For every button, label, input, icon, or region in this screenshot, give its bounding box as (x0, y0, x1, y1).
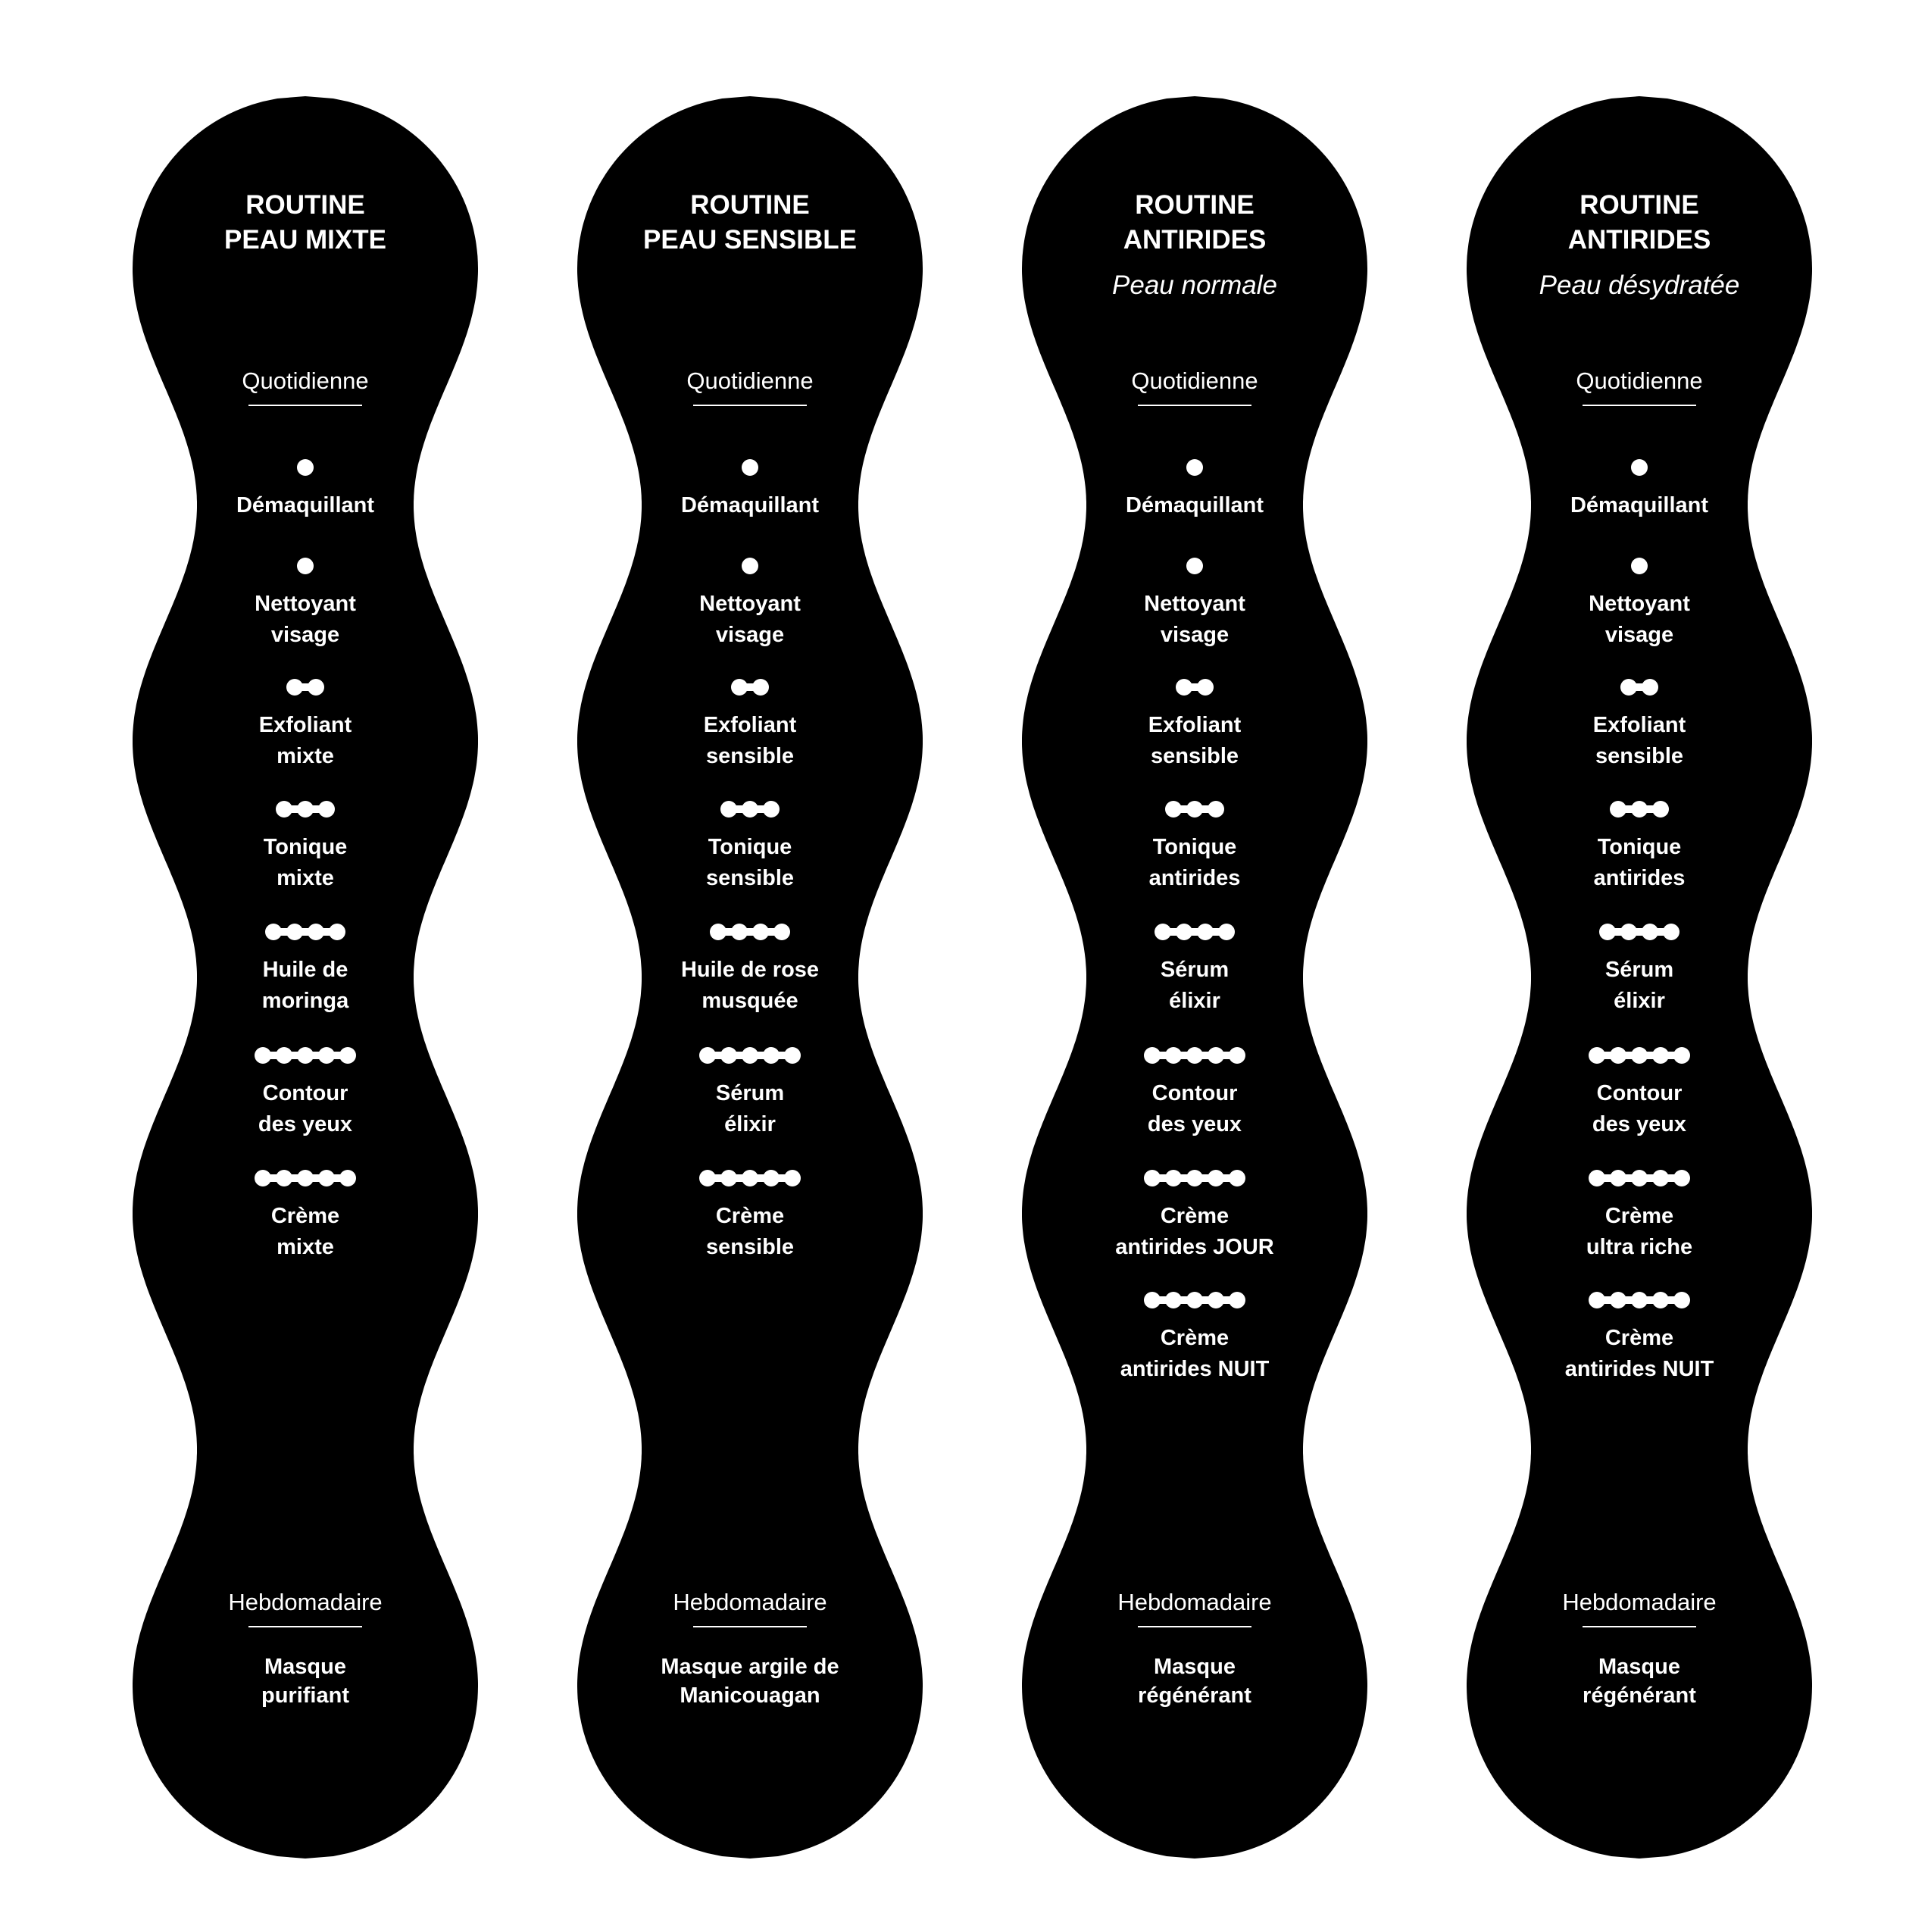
step-label: Exfoliant (258, 713, 352, 737)
routine-card (1022, 96, 1367, 1859)
step-label: Crème (270, 1204, 340, 1228)
step-label: antirides JOUR (1115, 1235, 1274, 1259)
step-label: Nettoyant (1589, 592, 1690, 616)
section-divider (693, 405, 807, 406)
dot-icon (297, 459, 314, 476)
step-label: Démaquillant (1570, 493, 1709, 517)
step-label: Démaquillant (236, 493, 375, 517)
routine-subtitle: Peau désydratée (1539, 270, 1740, 300)
routine-card (1467, 96, 1812, 1859)
weekly-product: Masque argile de (661, 1655, 839, 1679)
routine-title: PEAU SENSIBLE (643, 225, 857, 255)
daily-label: Quotidienne (242, 367, 369, 394)
routine-title: ROUTINE (690, 190, 810, 220)
dot-icon (1186, 558, 1203, 574)
step-label: Tonique (1152, 835, 1237, 859)
section-divider (248, 1626, 362, 1627)
routine-step (1144, 1039, 1245, 1136)
section-divider (248, 405, 362, 406)
routine-title: ANTIRIDES (1123, 225, 1267, 255)
step-label: élixir (1169, 989, 1220, 1013)
dot-icon (1631, 459, 1648, 476)
step-label: mixte (277, 744, 334, 768)
section-divider (1583, 405, 1696, 406)
routine-title: PEAU MIXTE (224, 225, 386, 255)
step-label: sensible (705, 866, 795, 890)
weekly-product: Masque (264, 1655, 346, 1679)
step-label: Nettoyant (1144, 592, 1245, 616)
step-label: Crème (1604, 1204, 1674, 1228)
step-label: visage (1604, 623, 1674, 647)
step-label: Crème (715, 1204, 785, 1228)
weekly-label: Hebdomadaire (1562, 1589, 1717, 1615)
step-label: Sérum (1160, 958, 1230, 982)
step-label: Contour (1151, 1081, 1238, 1105)
step-label: musquée (701, 989, 798, 1013)
step-label: antirides NUIT (1564, 1357, 1714, 1381)
step-label: mixte (277, 1235, 334, 1259)
routine-title: ANTIRIDES (1567, 225, 1711, 255)
weekly-product: régénérant (1138, 1683, 1251, 1708)
step-label: visage (1160, 623, 1230, 647)
section-divider (1583, 1626, 1696, 1627)
step-label: des yeux (1147, 1112, 1242, 1136)
step-label: Crème (1160, 1204, 1230, 1228)
routine-step (255, 1039, 356, 1136)
step-label: antirides (1593, 866, 1686, 890)
routine-title: ROUTINE (1579, 190, 1699, 220)
weekly-product: Masque (1598, 1655, 1680, 1679)
routine-title: ROUTINE (245, 190, 365, 220)
dot-icon (1631, 558, 1648, 574)
dot-icon (742, 459, 758, 476)
weekly-product: Masque (1154, 1655, 1236, 1679)
routine-card (577, 96, 923, 1859)
step-label: des yeux (258, 1112, 353, 1136)
dot-icon (297, 558, 314, 574)
step-label: Tonique (263, 835, 348, 859)
section-divider (1138, 1626, 1251, 1627)
step-label: sensible (705, 1235, 795, 1259)
step-label: visage (715, 623, 785, 647)
weekly-product: Manicouagan (680, 1683, 820, 1708)
step-label: sensible (1150, 744, 1239, 768)
step-label: Démaquillant (1125, 493, 1264, 517)
routine-step (1589, 1039, 1690, 1136)
step-label: Huile de rose (680, 958, 820, 982)
routine-card (133, 96, 478, 1859)
weekly-label: Hebdomadaire (673, 1589, 827, 1615)
step-label: antirides (1148, 866, 1241, 890)
dot-icon (742, 558, 758, 574)
step-label: Exfoliant (1148, 713, 1242, 737)
step-label: antirides NUIT (1120, 1357, 1270, 1381)
step-label: Exfoliant (703, 713, 797, 737)
step-label: Crème (1160, 1326, 1230, 1350)
step-label: ultra riche (1586, 1235, 1693, 1259)
routine-step (262, 915, 349, 1013)
step-label: Contour (1596, 1081, 1683, 1105)
step-label: élixir (724, 1112, 776, 1136)
step-label: Crème (1604, 1326, 1674, 1350)
daily-label: Quotidienne (1576, 367, 1703, 394)
step-label: sensible (1595, 744, 1684, 768)
step-label: Contour (262, 1081, 348, 1105)
step-label: visage (270, 623, 340, 647)
step-label: Nettoyant (699, 592, 801, 616)
weekly-product: purifiant (261, 1683, 349, 1708)
routine-title: ROUTINE (1135, 190, 1255, 220)
step-label: Sérum (715, 1081, 785, 1105)
daily-label: Quotidienne (1131, 367, 1258, 394)
step-label: mixte (277, 866, 334, 890)
step-label: Nettoyant (255, 592, 356, 616)
step-label: Sérum (1604, 958, 1674, 982)
step-label: Tonique (1597, 835, 1682, 859)
step-label: sensible (705, 744, 795, 768)
routine-subtitle: Peau normale (1112, 270, 1277, 300)
step-label: élixir (1614, 989, 1665, 1013)
weekly-label: Hebdomadaire (1117, 1589, 1272, 1615)
weekly-label: Hebdomadaire (228, 1589, 383, 1615)
dot-icon (1186, 459, 1203, 476)
step-label: moringa (261, 989, 349, 1013)
weekly-product: régénérant (1583, 1683, 1696, 1708)
step-label: Démaquillant (680, 493, 820, 517)
section-divider (1138, 405, 1251, 406)
step-label: Tonique (708, 835, 792, 859)
step-label: Huile de (262, 958, 348, 982)
daily-label: Quotidienne (686, 367, 814, 394)
step-label: des yeux (1592, 1112, 1687, 1136)
step-label: Exfoliant (1592, 713, 1686, 737)
section-divider (693, 1626, 807, 1627)
